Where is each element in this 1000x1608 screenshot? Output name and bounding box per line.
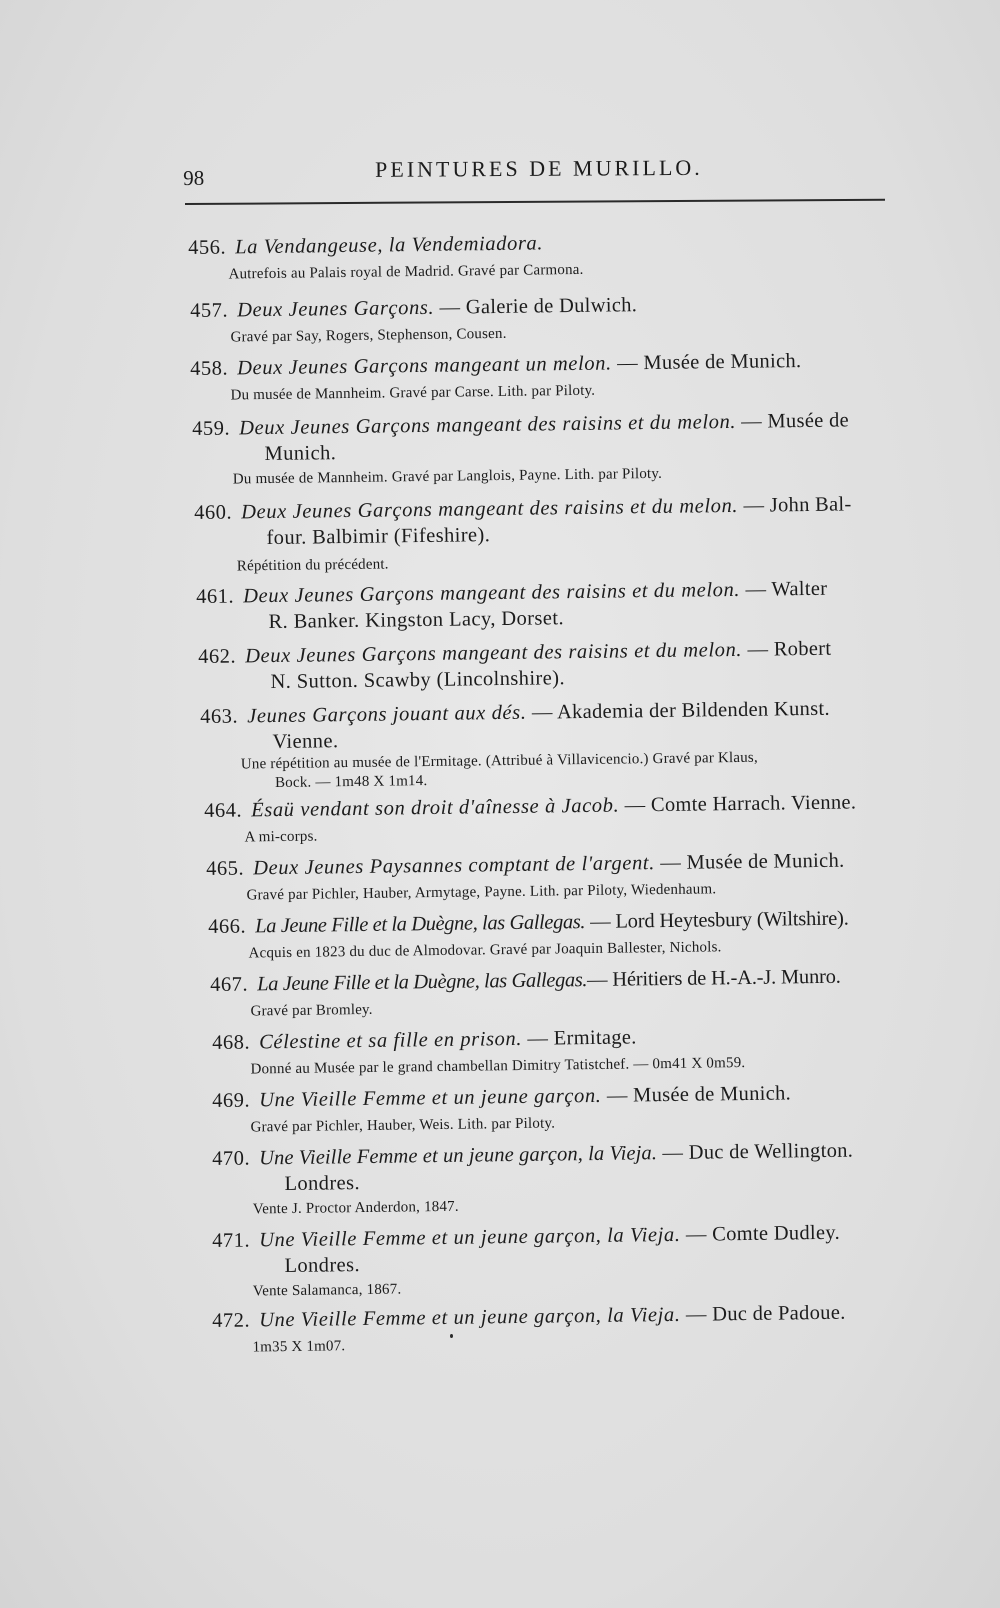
entry-number: 459. <box>192 417 231 440</box>
entry-location: — Musée de <box>741 409 850 433</box>
entry-number: 464. <box>204 799 243 822</box>
catalogue-entry <box>212 1299 933 1358</box>
entry-continuation: Vienne. <box>272 730 339 754</box>
entry-number: 463. <box>200 705 239 728</box>
entry-note: Une répétition au musée de l'Ermitage. (Attribué à Villavicencio.) Gravé par Klaus, <box>240 749 758 773</box>
entry-location: — Walter <box>739 577 828 601</box>
entry-title: Jeunes Garçons jouant aux dés. <box>247 701 527 728</box>
entry-location: — Galerie de Dulwich. <box>434 294 638 319</box>
entry-continuation: four. Balbimir (Fifeshire). <box>266 524 491 550</box>
entry-title: La Jeune Fille et la Duègne, las Gallegas. <box>257 969 588 996</box>
entry-number: 472. <box>212 1309 251 1332</box>
catalogue-entry <box>210 963 931 1022</box>
entry-number: 467. <box>210 973 249 996</box>
entry-number: 460. <box>194 501 233 524</box>
entry-note: Vente Salamanca, 1867. <box>252 1281 402 1300</box>
entry-note: A mi-corps. <box>244 828 318 846</box>
entry-location: — Ermitage. <box>521 1026 637 1050</box>
entry-number: 462. <box>198 645 237 668</box>
entry-title: Deux Jeunes Garçons mangeant des raisins et du melon. <box>245 638 743 668</box>
catalogue-entry <box>190 347 911 406</box>
catalogue-entry <box>208 905 929 964</box>
entry-title: Une Vieille Femme et un jeune garçon, la Vieja. <box>259 1303 681 1332</box>
entry-title: La Jeune Fille et la Duègne, las Gallegas. <box>255 911 586 938</box>
entry-note: Vente J. Proctor Anderdon, 1847. <box>252 1198 459 1218</box>
entry-location: — Musée de Munich. <box>654 849 845 875</box>
entry-location: — Comte Dudley. <box>680 1221 841 1246</box>
catalogue-entry <box>192 407 913 490</box>
entry-location: — Musée de Munich. <box>611 349 802 375</box>
entry-note: Du musée de Mannheim. Gravé par Langlois, Payne. Lith. par Piloty. <box>232 465 663 488</box>
catalogue-entry <box>198 635 919 695</box>
entry-note: Gravé par Pichler, Hauber, Armytage, Payne. Lith. par Piloty, Wiedenhaum. <box>246 881 717 904</box>
entry-title: La Vendangeuse, la Vendemiadora. <box>235 232 544 259</box>
entry-number: 469. <box>212 1089 251 1112</box>
running-title: PEINTURES DE MURILLO. <box>375 154 703 182</box>
entry-title: Deux Jeunes Garçons mangeant des raisins et du melon. <box>239 410 737 440</box>
entry-note: Du musée de Mannheim. Gravé par Carse. Lith. par Piloty. <box>230 382 596 404</box>
entry-title: Deux Jeunes Garçons mangeant des raisins et du melon. <box>243 578 741 608</box>
entry-note: Acquis en 1823 du duc de Almodovar. Gravé par Joaquin Ballester, Nichols. <box>248 939 722 962</box>
catalogue-entry <box>212 1079 933 1138</box>
entry-title: Une Vieille Femme et un jeune garçon. <box>259 1084 602 1112</box>
entry-note: Gravé par Pichler, Hauber, Weis. Lith. par Piloty. <box>250 1115 556 1136</box>
entry-continuation: Londres. <box>284 1172 361 1196</box>
entry-location: — Duc de Wellington. <box>656 1139 854 1165</box>
entry-title: Deux Jeunes Garçons mangeant un melon. <box>237 352 612 380</box>
catalogue-entry <box>212 1219 933 1302</box>
entry-location: — John Bal- <box>737 493 852 517</box>
entry-continuation: R. Banker. Kingston Lacy, Dorset. <box>268 607 565 634</box>
entry-number: 456. <box>188 236 227 259</box>
entry-title: Une Vieille Femme et un jeune garçon, la Vieja. <box>259 1223 681 1252</box>
entry-location: — Musée de Munich. <box>601 1082 792 1107</box>
ink-speck <box>450 1334 453 1338</box>
entry-title: Deux Jeunes Paysannes comptant de l'argent. <box>253 852 656 880</box>
entry-location: — Akademia der Bildenden Kunst. <box>526 697 830 724</box>
entry-location: — Lord Heytesbury (Wiltshire). <box>590 907 849 933</box>
entry-title: Deux Jeunes Garçons mangeant des raisins et du melon. <box>241 494 739 524</box>
entry-number: 470. <box>212 1147 251 1170</box>
entry-note: Gravé par Say, Rogers, Stephenson, Cousen. <box>230 325 507 346</box>
entry-number: 465. <box>206 857 245 880</box>
entry-note: Gravé par Bromley. <box>250 1001 373 1020</box>
catalogue-entry <box>200 695 921 793</box>
entry-note: Donné au Musée par le grand chambellan Dimitry Tatistchef. — 0m41 X 0m59. <box>250 1055 746 1078</box>
entry-continuation: Londres. <box>284 1254 361 1278</box>
entry-note: 1m35 X 1m07. <box>252 1338 346 1356</box>
page-number: 98 <box>183 165 205 190</box>
catalogue-entry <box>190 289 911 348</box>
entry-location: — Robert <box>741 637 832 661</box>
catalogue-entry <box>188 226 909 285</box>
catalogue-entry <box>204 789 925 848</box>
entry-title: Ésaü vendant son droit d'aînesse à Jacob. <box>251 794 620 822</box>
entry-note-continuation: Bock. — 1m48 X 1m14. <box>274 773 428 792</box>
entry-location: — Héritiers de H.-A.-J. Munro. <box>586 965 841 992</box>
entry-number: 466. <box>208 915 247 938</box>
entry-note: Répétition du précédent. <box>236 556 389 575</box>
entry-number: 461. <box>196 585 235 608</box>
entry-location: — Duc de Padoue. <box>680 1301 846 1326</box>
entry-continuation: N. Sutton. Scawby (Lincolnshire). <box>270 667 566 694</box>
catalogue-entry <box>206 847 927 906</box>
entry-number: 457. <box>190 299 229 322</box>
entry-note: Autrefois au Palais royal de Madrid. Gravé par Carmona. <box>228 261 584 283</box>
catalogue-entry <box>196 575 917 635</box>
catalogue-entry <box>212 1021 933 1080</box>
entry-title: Une Vieille Femme et un jeune garçon, la Vieja. <box>259 1142 658 1170</box>
entry-title: Deux Jeunes Garçons. <box>237 296 435 322</box>
entry-number: 471. <box>212 1229 251 1252</box>
entry-location: — Comte Harrach. Vienne. <box>619 791 857 817</box>
catalogue-entry <box>194 491 915 577</box>
entry-number: 468. <box>212 1031 251 1054</box>
entry-title: Célestine et sa fille en prison. <box>259 1027 523 1054</box>
entry-continuation: Munich. <box>264 442 337 466</box>
catalogue-entry <box>212 1137 933 1220</box>
entry-number: 458. <box>190 357 229 380</box>
